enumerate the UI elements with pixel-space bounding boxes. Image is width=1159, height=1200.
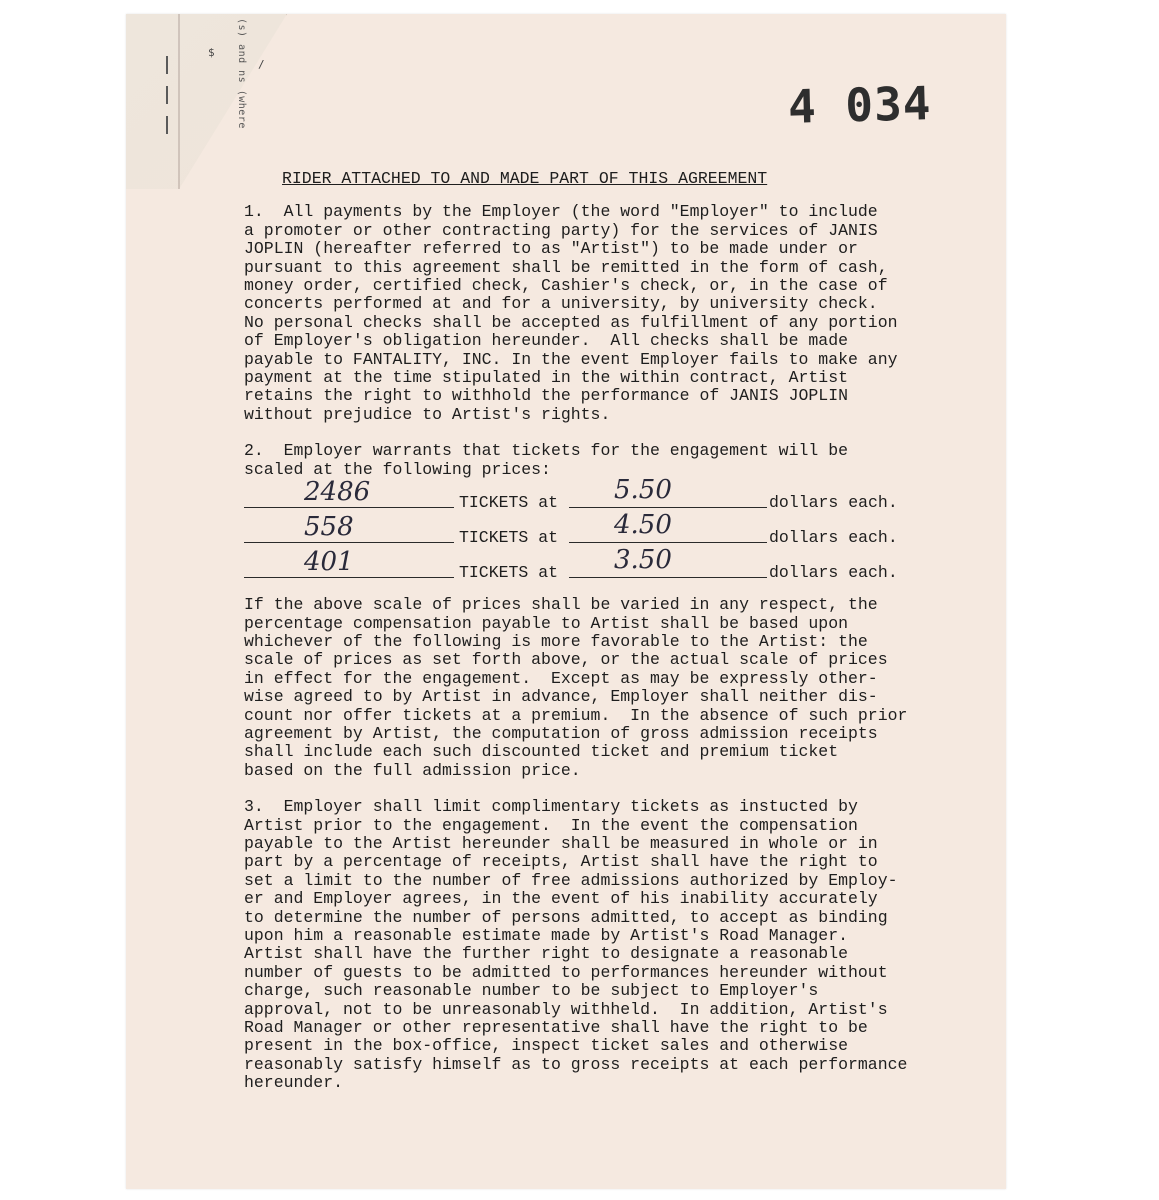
price-blank bbox=[569, 542, 767, 543]
section-3-line: approval, not to be unreasonably withheld. In addition, Artist's bbox=[244, 999, 888, 1019]
ticket-price: 3.50 bbox=[614, 545, 672, 576]
ticket-quantity: 401 bbox=[304, 547, 354, 578]
section-1-line: JOPLIN (hereafter referred to as "Artist") to be made under or bbox=[244, 239, 858, 259]
fold-dollar-mark: $ bbox=[208, 46, 215, 59]
section-3-line: er and Employer agrees, in the event of his inability accurately bbox=[244, 889, 878, 909]
section-2-line: 2. Employer warrants that tickets for the engagement will be bbox=[244, 441, 848, 461]
section-1-line: 1. All payments by the Employer (the word "Employer" to include bbox=[244, 202, 878, 222]
section-2-body-line: shall include each such discounted ticket and premium ticket bbox=[244, 742, 839, 762]
section-3-line: present in the box-office, inspect ticket sales and otherwise bbox=[244, 1036, 848, 1056]
section-2-body-line: whichever of the following is more favorable to the Artist: the bbox=[244, 631, 868, 651]
ticket-price: 4.50 bbox=[614, 510, 672, 541]
section-1-line: of Employer's obligation hereunder. All checks shall be made bbox=[244, 331, 848, 351]
section-1-line: No personal checks shall be accepted as fulfillment of any portion bbox=[244, 312, 898, 332]
price-blank bbox=[569, 507, 767, 508]
section-3-line: 3. Employer shall limit complimentary tickets as instucted by bbox=[244, 797, 858, 817]
quantity-blank bbox=[244, 577, 454, 578]
section-3-line: payable to the Artist hereunder shall be measured in whole or in bbox=[244, 833, 878, 853]
fold-slash-mark: / bbox=[258, 58, 265, 71]
rider-title: RIDER ATTACHED TO AND MADE PART OF THIS AGREEMENT bbox=[282, 169, 768, 188]
fold-crease bbox=[178, 14, 180, 189]
dollars-each-label: dollars each. bbox=[769, 528, 898, 548]
section-1-line: payable to FANTALITY, INC. In the event Employer fails to make any bbox=[244, 349, 898, 369]
section-1-line: a promoter or other contracting party) for the services of JANIS bbox=[244, 220, 878, 240]
section-3-line: Artist prior to the engagement. In the event the compensation bbox=[244, 815, 858, 835]
section-3-line: number of guests to be admitted to performances hereunder without bbox=[244, 962, 888, 982]
ticket-quantity: 2486 bbox=[304, 477, 371, 508]
tickets-at-label: TICKETS at bbox=[459, 528, 559, 548]
form-tick-mark bbox=[166, 86, 168, 104]
section-2-body-line: percentage compensation payable to Artist shall be based upon bbox=[244, 613, 848, 633]
rider-text bbox=[244, 170, 984, 1093]
section-3-line: Road Manager or other representative shall have the right to be bbox=[244, 1018, 868, 1038]
tickets-at-label: TICKETS at bbox=[459, 563, 559, 583]
tickets-at-label: TICKETS at bbox=[459, 493, 559, 513]
form-tick-mark bbox=[166, 56, 168, 74]
section-2-body-line: count nor offer tickets at a premium. In the absence of such prior bbox=[244, 705, 908, 725]
quantity-blank bbox=[244, 542, 454, 543]
ticket-price: 5.50 bbox=[614, 475, 672, 506]
ticket-price-table bbox=[244, 475, 984, 586]
price-blank bbox=[569, 577, 767, 578]
ticket-quantity: 558 bbox=[304, 512, 354, 543]
section-1-line: money order, certified check, Cashier's check, or, in the case of bbox=[244, 276, 888, 296]
section-3-line: charge, such reasonable number to be subject to Employer's bbox=[244, 981, 819, 1001]
section-2-body-line: agreement by Artist, the computation of gross admission receipts bbox=[244, 723, 878, 743]
section-2-body-line: scale of prices as set forth above, or the actual scale of prices bbox=[244, 650, 888, 670]
section-3-line: upon him a reasonable estimate made by Artist's Road Manager. bbox=[244, 926, 848, 945]
dollars-each-label: dollars each. bbox=[769, 563, 898, 583]
section-2-body-line: If the above scale of prices shall be varied in any respect, the bbox=[244, 595, 878, 615]
document-number-stamp: 4 034 bbox=[787, 76, 933, 134]
quantity-blank bbox=[244, 507, 454, 508]
section-3-line: reasonably satisfy himself as to gross receipts at each performance bbox=[244, 1054, 908, 1074]
section-1-line: concerts performed at and for a university, by university check. bbox=[244, 294, 878, 314]
section-1-line: pursuant to this agreement shall be remitted in the form of cash, bbox=[244, 257, 888, 277]
section-1-line: retains the right to withhold the performance of JANIS JOPLIN bbox=[244, 386, 848, 406]
dollars-each-label: dollars each. bbox=[769, 493, 898, 513]
section-3-line: hereunder. bbox=[244, 1073, 344, 1093]
document-page bbox=[126, 14, 1006, 1189]
form-tick-mark bbox=[166, 116, 168, 134]
section-3-line: Artist shall have the further right to designate a reasonable bbox=[244, 944, 848, 964]
section-1-line: payment at the time stipulated in the within contract, Artist bbox=[244, 368, 848, 388]
ticket-row bbox=[244, 545, 984, 586]
section-2-line: scaled at the following prices: bbox=[244, 459, 551, 479]
section-3-line: to determine the number of persons admitted, to accept as binding bbox=[244, 907, 888, 927]
section-1-line: without prejudice to Artist's rights. bbox=[244, 404, 611, 424]
section-3 bbox=[244, 798, 984, 1093]
section-3-line: part by a percentage of receipts, Artist shall have the right to bbox=[244, 852, 878, 872]
section-2-body-line: based on the full admission price. bbox=[244, 760, 581, 780]
section-2-body-line: wise agreed to by Artist in advance, Employer shall neither dis- bbox=[244, 687, 878, 707]
fold-text: (s) and ns (where bbox=[236, 18, 247, 129]
section-1 bbox=[244, 203, 984, 424]
section-2-body-line: in effect for the engagement. Except as may be expressly other- bbox=[244, 668, 878, 688]
section-3-line: set a limit to the number of free admissions authorized by Employ- bbox=[244, 870, 898, 890]
section-2 bbox=[244, 442, 984, 780]
